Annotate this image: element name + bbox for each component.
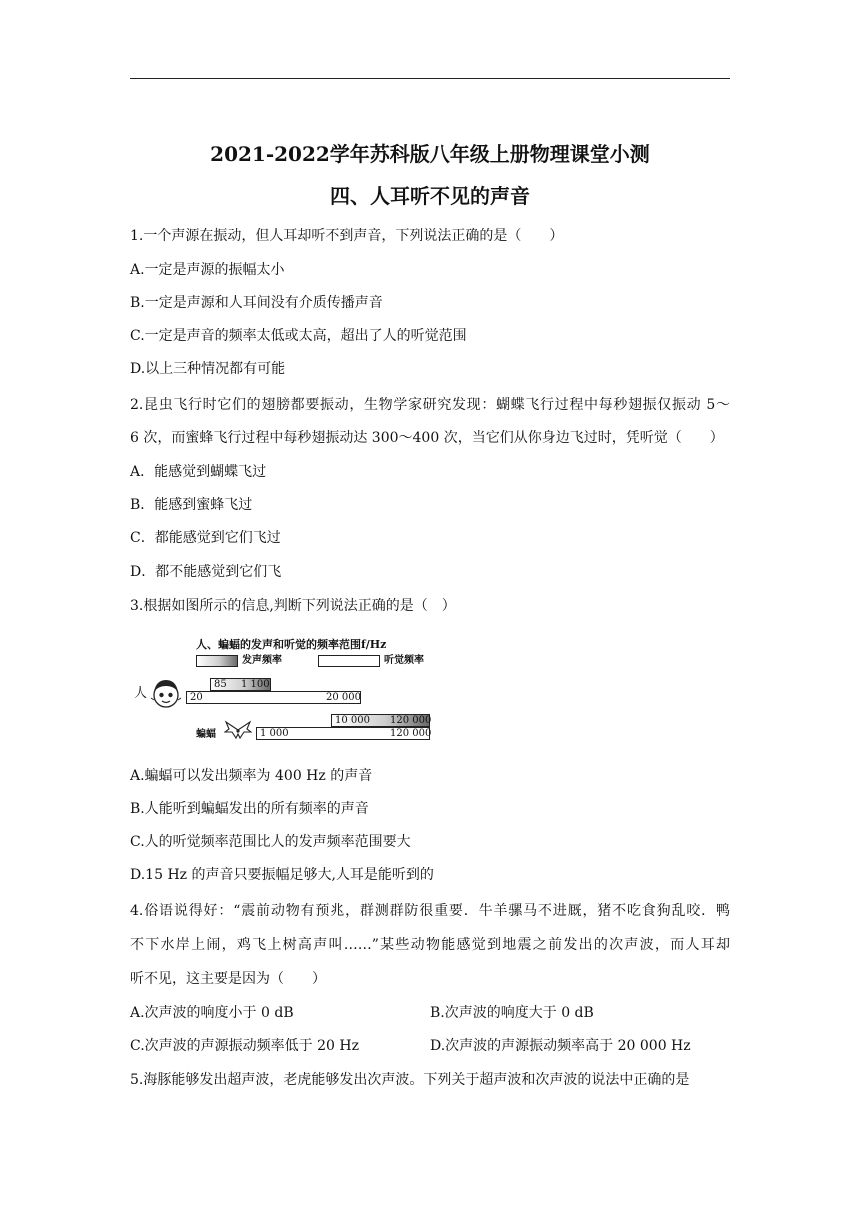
q2-option-c: C．都能感觉到它们飞过	[130, 530, 281, 546]
q3-option-a: A.蝙蝠可以发出频率为 400 Hz 的声音	[130, 768, 373, 784]
q4-option-b: B.次声波的响度大于 0 dB	[430, 1005, 594, 1021]
legend-hear-label: 听觉频率	[384, 655, 424, 666]
q3-stem: 3.根据如图所示的信息,判断下列说法正确的是（ ）	[130, 598, 456, 614]
q3-option-c: C.人的听觉频率范围比人的发声频率范围要大	[130, 834, 411, 850]
human-hear-low-label: 20	[190, 692, 203, 703]
bat-emit-low-label: 10 000	[335, 715, 370, 726]
q2-stem-line2: 6 次，而蜜蜂飞行过程中每秒翅振动达 300～400 次，当它们从你身边飞过时，凭听觉（ ）	[130, 430, 724, 446]
bat-hear-high-label: 120 000	[390, 728, 432, 739]
bat-icon	[224, 720, 252, 742]
human-emit-low-label: 85	[214, 679, 227, 690]
human-hear-high-label: 20 000	[326, 692, 361, 703]
q1-stem: 1.一个声源在振动，但人耳却听不到声音，下列说法正确的是（ ）	[130, 228, 564, 244]
q3-option-b: B.人能听到蝙蝠发出的所有频率的声音	[130, 801, 369, 817]
q4-stem-line1: 4.俗语说得好：“震前动物有预兆，群测群防很重要．牛羊骡马不进厩，猪不吃食狗乱咬．鸭	[130, 903, 730, 919]
bat-emit-high-label: 120 000	[390, 715, 432, 726]
bat-hear-low-label: 1 000	[260, 728, 289, 739]
human-label: 人	[134, 686, 148, 701]
q4-option-c: C.次声波的声源振动频率低于 20 Hz	[130, 1038, 359, 1054]
q4-stem-line2: 不下水岸上闹，鸡飞上树高声叫……”某些动物能感觉到地震之前发出的次声波，而人耳却	[130, 937, 730, 953]
legend-emit-swatch	[196, 655, 238, 667]
child-face-icon	[148, 676, 184, 712]
frequency-range-figure	[130, 632, 440, 752]
page-title: 2021-2022学年苏科版八年级上册物理课堂小测	[210, 142, 650, 166]
q4-option-a: A.次声波的响度小于 0 dB	[130, 1005, 294, 1021]
q4-stem-line3: 听不见，这主要是因为（ ）	[130, 971, 326, 987]
legend-hear-swatch	[318, 655, 380, 667]
human-emit-high-label: 1 100	[241, 679, 270, 690]
bat-label: 蝙蝠	[196, 729, 216, 740]
q3-option-d: D.15 Hz 的声音只要振幅足够大,人耳是能听到的	[130, 867, 434, 883]
q1-option-c: C.一定是声音的频率太低或太高，超出了人的听觉范围	[130, 328, 467, 344]
q5-stem: 5.海豚能够发出超声波，老虎能够发出次声波。下列关于超声波和次声波的说法中正确的是	[130, 1072, 690, 1088]
q2-option-d: D．都不能感觉到它们飞	[130, 564, 282, 580]
header-rule	[130, 78, 730, 79]
page-subtitle: 四、人耳听不见的声音	[330, 184, 530, 208]
q1-option-d: D.以上三种情况都有可能	[130, 361, 286, 377]
q4-option-d: D.次声波的声源振动频率高于 20 000 Hz	[430, 1038, 691, 1054]
q2-stem-line1: 2.昆虫飞行时它们的翅膀都要振动，生物学家研究发现：蝴蝶飞行过程中每秒翅振仅振动 5～	[130, 397, 730, 413]
q1-option-b: B.一定是声源和人耳间没有介质传播声音	[130, 295, 383, 311]
legend-emit-label: 发声频率	[242, 655, 282, 666]
q2-option-a: A．能感觉到蝴蝶飞过	[130, 464, 267, 480]
q2-option-b: B．能感到蜜蜂飞过	[130, 497, 253, 513]
q1-option-a: A.一定是声源的振幅太小	[130, 262, 285, 278]
figure-title: 人、蝙蝠的发声和听觉的频率范围f/Hz	[196, 638, 387, 651]
